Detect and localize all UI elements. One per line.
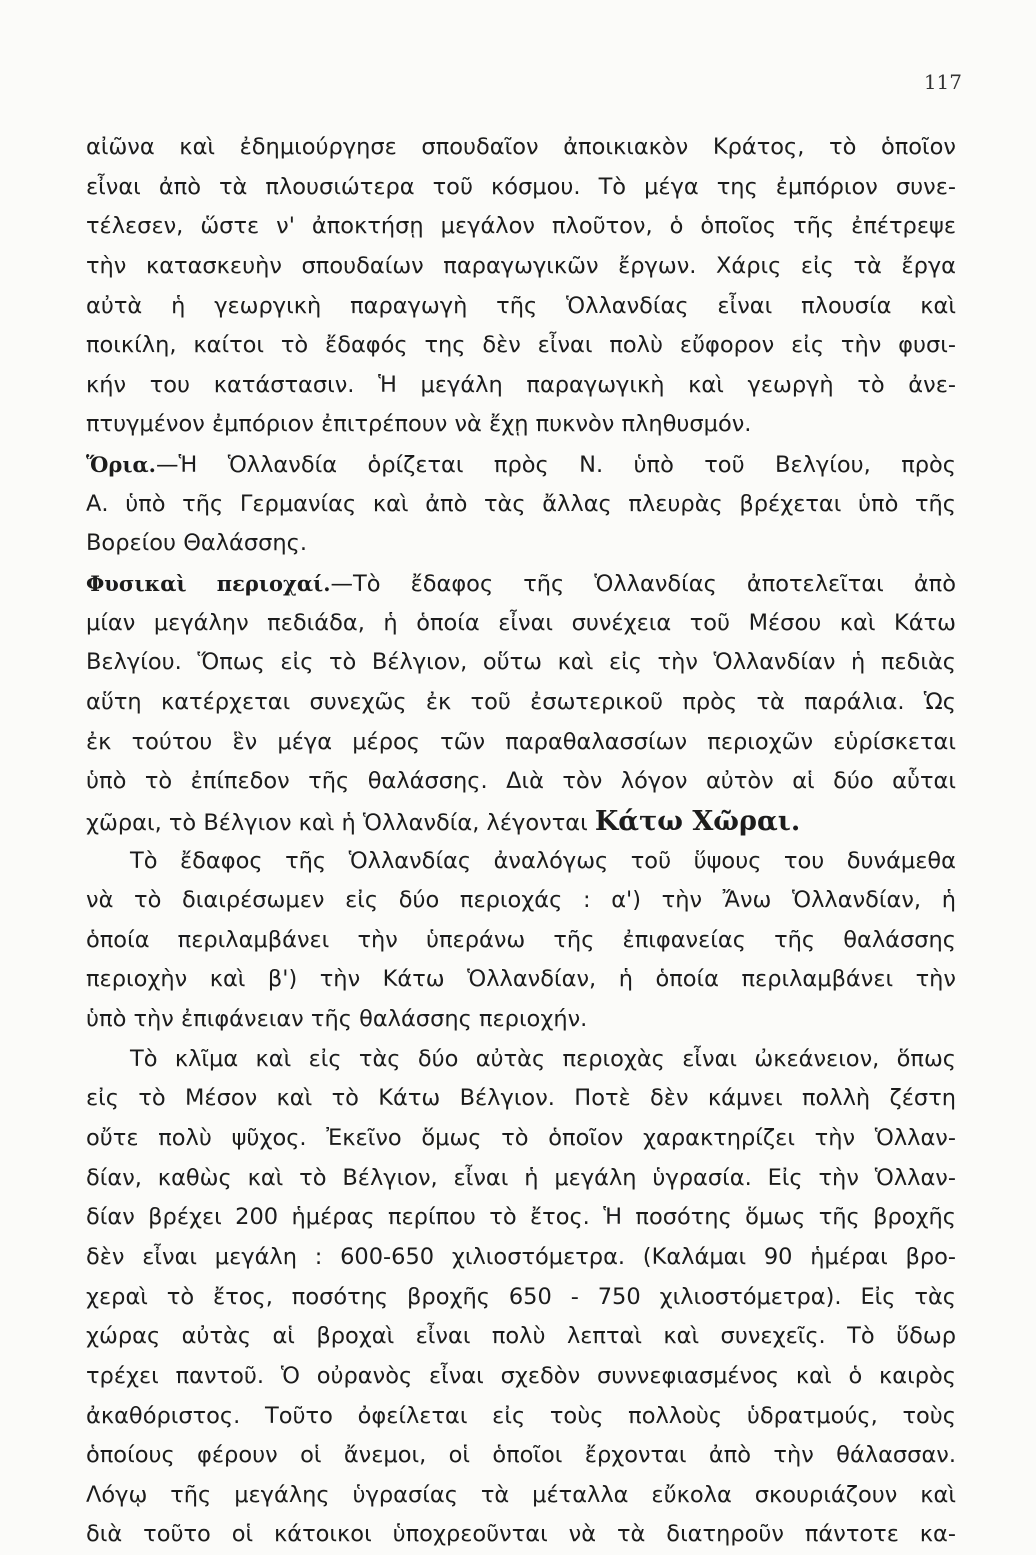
line-text: τρέχει παντοῦ. Ὁ οὐρανὸς εἶναι σχεδὸν συννεφιασμένος καὶ ὁ καιρὸς: [86, 1362, 956, 1389]
text-line: [86, 1159, 956, 1199]
line-text: δίαν βρέχει 200 ἡμέρας περίπου τὸ ἔτος. Ἡ ποσότης ὅμως τῆς βροχῆς: [86, 1204, 956, 1231]
line-text: χεραὶ τὸ ἔτος, ποσότης βροχῆς 650 - 750 χιλιοστόμετρα). Εἰς τὰς: [86, 1283, 956, 1310]
text-line: [86, 168, 956, 208]
text-line: [86, 1397, 956, 1437]
text-line: [86, 1000, 956, 1040]
text-line: [86, 1317, 956, 1357]
text-line: [86, 564, 956, 604]
line-text: Τὸ κλῖμα καὶ εἰς τὰς δύο αὐτὰς περιοχὰς εἶναι ὠκεάνειον, ὅπως: [130, 1045, 956, 1072]
line-text: αὕτη κατέρχεται συνεχῶς ἐκ τοῦ ἐσωτερικοῦ πρὸς τὰ παράλια. Ὡς: [86, 688, 956, 715]
line-text: τὴν κατασκευὴν σπουδαίων παραγωγικῶν ἔργων. Χάρις εἰς τὰ ἔργα: [86, 252, 956, 279]
line-text: νὰ τὸ διαιρέσωμεν εἰς δύο περιοχάς : α') τὴν Ἄνω Ὁλλανδίαν, ἡ: [86, 887, 956, 914]
text-line: [86, 1476, 956, 1516]
text-line: [86, 921, 956, 961]
emphasized-term: Κάτω Χῶραι.: [594, 805, 801, 837]
line-text: τέλεσεν, ὥστε ν' ἀποκτήσῃ μεγάλον πλοῦτον, ὁ ὁποῖος τῆς ἐπέτρεψε: [86, 213, 956, 240]
line-text: ὑπὸ τὸ ἐπίπεδον τῆς θαλάσσης. Διὰ τὸν λόγον αὐτὸν αἱ δύο αὗται: [86, 768, 956, 795]
section-heading: Ὅρια.: [86, 452, 156, 478]
line-text: Α. ὑπὸ τῆς Γερμανίας καὶ ἀπὸ τὰς ἄλλας πλευρὰς βρέχεται ὑπὸ τῆς: [86, 490, 956, 517]
line-text: αὐτὰ ἡ γεωργικὴ παραγωγὴ τῆς Ὁλλανδίας εἶναι πλουσία καὶ: [86, 292, 956, 319]
body-text: [86, 128, 956, 1555]
text-line: [86, 128, 956, 168]
line-text: ἐκ τούτου ἓν μέγα μέρος τῶν παραθαλασσίων περιοχῶν εὑρίσκεται: [86, 728, 956, 755]
line-text: μίαν μεγάλην πεδιάδα, ἡ ὁποία εἶναι συνέχεια τοῦ Μέσου καὶ Κάτω: [86, 609, 956, 636]
line-text: κήν του κατάστασιν. Ἡ μεγάλη παραγωγικὴ καὶ γεωργὴ τὸ ἀνε-: [86, 371, 956, 398]
text-line: [86, 445, 956, 485]
line-text: εἰς τὸ Μέσον καὶ τὸ Κάτω Βέλγιον. Ποτὲ δὲν κάμνει πολλὴ ζέστη: [86, 1085, 956, 1112]
line-text: ὁποίους φέρουν οἱ ἄνεμοι, οἱ ὁποῖοι ἔρχονται ἀπὸ τὴν θάλασσαν.: [86, 1442, 956, 1469]
text-line: [86, 247, 956, 287]
line-text: Βελγίου. Ὅπως εἰς τὸ Βέλγιον, οὕτω καὶ εἰς τὴν Ὁλλανδίαν ἡ πεδιὰς: [86, 649, 956, 676]
line-text: Λόγῳ τῆς μεγάλης ὑγρασίας τὰ μέταλλα εὔκολα σκουριάζουν καὶ: [86, 1481, 956, 1508]
line-text: εἶναι ἀπὸ τὰ πλουσιώτερα τοῦ κόσμου. Τὸ μέγα της ἐμπόριον συνε-: [86, 173, 956, 200]
line-text: χώρας αὐτὰς αἱ βροχαὶ εἶναι πολὺ λεπταὶ καὶ συνεχεῖς. Τὸ ὕδωρ: [86, 1323, 956, 1350]
line-text: δίαν, καθὼς καὶ τὸ Βέλγιον, εἶναι ἡ μεγάλη ὑγρασία. Εἰς τὴν Ὁλλαν-: [86, 1164, 956, 1191]
text-line: [86, 1119, 956, 1159]
text-line: [86, 683, 956, 723]
text-line: [86, 604, 956, 644]
text-line: [86, 287, 956, 327]
line-text: —Ἡ Ὁλλανδία ὁρίζεται πρὸς Ν. ὑπὸ τοῦ Βελγίου, πρὸς: [156, 452, 956, 479]
line-text: Βορείου Θαλάσσης.: [86, 530, 308, 557]
text-line: [86, 207, 956, 247]
text-line: [86, 723, 956, 763]
text-line: [86, 881, 956, 921]
text-line: [86, 1079, 956, 1119]
text-line: [86, 1278, 956, 1318]
text-line: [86, 524, 956, 564]
text-line: [86, 1238, 956, 1278]
line-text: δὲν εἶναι μεγάλη : 600-650 χιλιοστόμετρα. (Καλάμαι 90 ἡμέραι βρο-: [86, 1243, 956, 1270]
text-line: [86, 802, 956, 842]
line-text: οὔτε πολὺ ψῦχος. Ἐκεῖνο ὅμως τὸ ὁποῖον χαρακτηρίζει τὴν Ὁλλαν-: [86, 1125, 956, 1152]
line-text: ἀκαθόριστος. Τοῦτο ὀφείλεται εἰς τοὺς πολλοὺς ὑδρατμούς, τοὺς: [86, 1402, 956, 1429]
text-line: [86, 643, 956, 683]
line-text: διὰ τοῦτο οἱ κάτοικοι ὑποχρεοῦνται νὰ τὰ διατηροῦν πάντοτε κα-: [86, 1521, 956, 1548]
text-line: [86, 405, 956, 445]
line-text: αἰῶνα καὶ ἐδημιούργησε σπουδαῖον ἀποικιακὸν Κράτος, τὸ ὁποῖον: [86, 134, 956, 160]
text-line: [86, 960, 956, 1000]
text-line: [86, 326, 956, 366]
line-text: —Τὸ ἔδαφος τῆς Ὁλλανδίας ἀποτελεῖται ἀπὸ: [330, 571, 956, 598]
line-text: Τὸ ἔδαφος τῆς Ὁλλανδίας ἀναλόγως τοῦ ὕψους του δυνάμεθα: [130, 847, 956, 874]
text-line: [86, 842, 956, 882]
line-text: πτυγμένον ἐμπόριον ἐπιτρέπουν νὰ ἔχῃ πυκνὸν πληθυσμόν.: [86, 411, 752, 438]
text-line: [86, 762, 956, 802]
line-text: χῶραι, τὸ Βέλγιον καὶ ἡ Ὁλλανδία, λέγονται: [86, 809, 588, 836]
text-line: [86, 1198, 956, 1238]
line-text: ποικίλη, καίτοι τὸ ἔδαφός της δὲν εἶναι πολὺ εὔφορον εἰς τὴν φυσι-: [86, 332, 956, 359]
page-number: 117: [923, 70, 962, 94]
text-line: [86, 1357, 956, 1397]
text-line: [86, 485, 956, 525]
text-line: [86, 1436, 956, 1476]
line-text: περιοχὴν καὶ β') τὴν Κάτω Ὁλλανδίαν, ἡ ὁποία περιλαμβάνει τὴν: [86, 966, 956, 993]
section-heading: Φυσικαὶ περιοχαί.: [86, 571, 331, 597]
line-text: ὑπὸ τὴν ἐπιφάνειαν τῆς θαλάσσης περιοχήν.: [86, 1006, 588, 1033]
text-line: [86, 366, 956, 406]
text-line: [86, 1040, 956, 1080]
text-line: [86, 1515, 956, 1555]
line-text: ὁποία περιλαμβάνει τὴν ὑπεράνω τῆς ἐπιφανείας τῆς θαλάσσης: [86, 926, 956, 953]
